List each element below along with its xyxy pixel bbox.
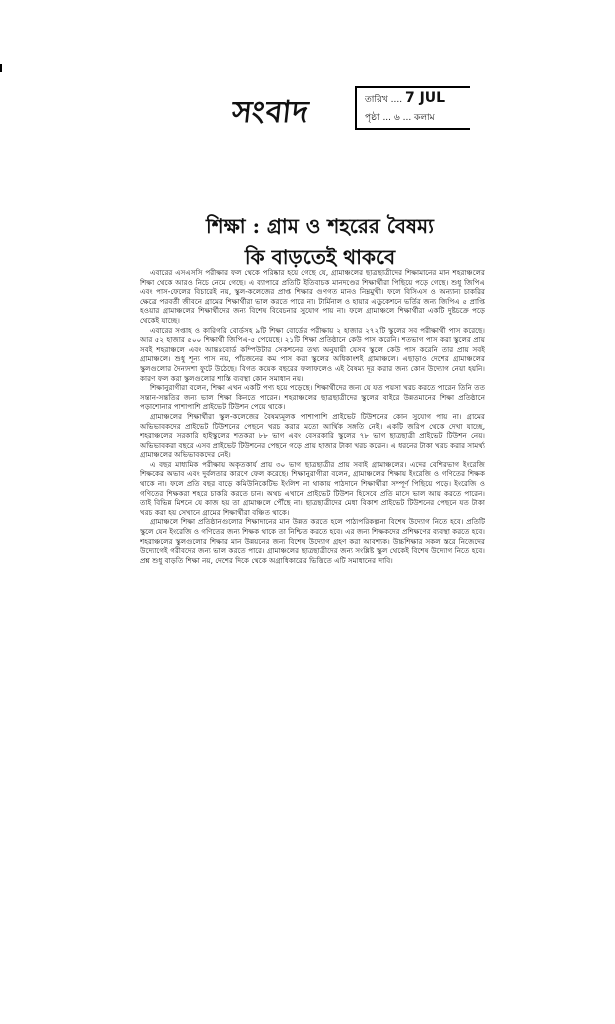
stamp-date-value: 7 JUL [404, 90, 446, 106]
article-paragraph: এবারের সপ্তাহ ও কারিগরি বোর্ডসহ ৯টি শিক্ষা বোর্ডের পরীক্ষায় ২ হাজার ২৭২টি স্কুলের সব পরীক্ষার্থী পাস করেছে। আর ৫২ হাজার ৫০০ শিক্ষার্থী জিপিএ-৫ পেয়েছে। ২১টি শিক্ষা প্রতিষ্ঠানে কেউ পাস করেনি। শতভাগ পাস করা স্কুলের প্রায় সবই শহরাঞ্চলে এবং আন্তঃবোর্ড কম্পিউটার সেকশনের তথ্য অনুযায়ী যেসব স্কুলে কেউ পাস করেনি তার প্রায় সবই গ্রামাঞ্চলে। শুধু শূন্য পাস নয়, পাঁচজনের কম পাস করা স্কুলের অধিকাংশই গ্রামাঞ্চলে। এছাড়াও দেশের গ্রামাঞ্চলের স্কুলগুলোর দৈন্যদশা ফুটে উঠেছে। বিগত কয়েক বছরের ফলাফলেও এই বৈষম্য দূর করার জন্য কোন উদ্যোগ নেয়া হয়নি। কারণ ফল করা স্কুলগুলোর শাস্তি ব্যবস্থা কোন সমাধান নয়। [140, 325, 485, 383]
article-paragraph: গ্রামাঞ্চলে শিক্ষা প্রতিষ্ঠানগুলোর শিক্ষাদানের মান উন্নত করতে হলে পাঠ্যপরিকল্পনা বিশেষ উদ্যোগ নিতে হবে। প্রতিটি স্কুলে যেন ইংরেজি ও গণিতের জন্য শিক্ষক থাকে তা নিশ্চিত করতে হবে। এর জন্য শিক্ষকদের প্রশিক্ষণের ব্যবস্থা করতে হবে। শহরাঞ্চলের স্কুলগুলোর শিক্ষার মান উন্নয়নের জন্য বিশেষ উদ্যোগ গ্রহণ করা আবশ্যক। উচ্চশিক্ষার সকল স্তরে নিজেদের উদ্যোগেই গরীবদের জন্য ভাল করতে পারে। গ্রামাঞ্চলের ছাত্রছাত্রীদের জন্য সংশ্লিষ্ট স্কুল থেকেই বিশেষ উদ্যোগ নিতে হবে। প্রশ্ন শুধু বাড়তি শিক্ষা নয়, দেশের দিকে থেকে অগ্রাধিকারের ভিত্তিতে এটি সমাধানের দাবি। [140, 517, 485, 565]
stamp-date-label: তারিখ .... [365, 95, 403, 105]
article-paragraph: এ বছর মাধ্যমিক পরীক্ষায় অকৃতকার্য প্রায় ৩০ ভাগ ছাত্রছাত্রীর প্রায় সবাই গ্রামাঞ্চলের। এদের বেশিরভাগ ইংরেজি শিক্ষকের অভাব এবং দুর্বলতার কারণে ফেল করেছে। শিক্ষানুরাগীরা বলেন, গ্রামাঞ্চলের শিক্ষায় ইংরেজি ও গণিতের শিক্ষক থাকে না। ফলে প্রতি বছর বাড়ে কমিউনিকেটিভ ইংলিশ না থাকায় পাঠদানে শিক্ষার্থীরা সম্পূর্ণ পিছিয়ে পড়ে। ইংরেজি ও গণিতের শিক্ষকরা শহরে চাকরি করতে চান। অথচ এখানে প্রাইভেট টিউশন হিসেবে প্রতি মাসে ভাল আয় করতে পারেন। তাই বিভিন্ন মিশনে যে কাজ হয় তা গ্রামাঞ্চলে পৌঁছে না। ছাত্রছাত্রীদের মেধা বিকাশ প্রাইভেট টিউশনের পেছনে যত টাকা খরচ করা হয় সেখানে গ্রামের শিক্ষার্থীরা বঞ্চিত থাকে। [140, 459, 485, 517]
article-paragraph: গ্রামাঞ্চলের শিক্ষার্থীরা স্কুল-কলেজের বৈষম্যমূলক পাশাপাশি প্রাইভেট টিউশনের কোন সুযোগ পায় না। গ্রামের অভিভাবকদের প্রাইভেট টিউশনের পেছনে খরচ করার মতো আর্থিক সঙ্গতি নেই। একটি জরিপ থেকে দেখা যাচ্ছে, শহরাঞ্চলের সরকারি হাইস্কুলের শতকরা ৮৮ ভাগ এবং বেসরকারি স্কুলের ৭৮ ভাগ ছাত্রছাত্রী প্রাইভেট টিউশন নেয়। অভিভাবকরা বছরে এসব প্রাইভেট টিউশনের পেছনে গড়ে প্রায় হাজার টাকা খরচ করেন। এ ধরনের টাকা খরচ করার সামর্থ্য গ্রামাঞ্চলের অভিভাবকদের নেই। [140, 411, 485, 460]
article-headline-line2: কি বাড়তেই থাকবে [244, 245, 396, 269]
stamp-page-label: পৃষ্ঠা ... ৬ ... কলাম [365, 113, 435, 123]
stamp-page-row [365, 108, 470, 128]
scan-edge-mark [0, 64, 2, 72]
clipping-date-stamp [355, 86, 470, 130]
newspaper-masthead-logo: সংবাদ [230, 95, 311, 130]
article-body [140, 268, 485, 738]
stamp-date-row [365, 88, 470, 108]
article-paragraph: এবারের এসএসসি পরীক্ষার ফল থেকে পরিষ্কার হয়ে গেছে যে, গ্রামাঞ্চলের ছাত্রছাত্রীদের শিক্ষামানের মান শহরাঞ্চলের শিক্ষা থেকে আরও নিচে নেমে গেছে। এ ব্যাপারে প্রতিটি ইতিবাচক মানদণ্ডের শিক্ষার্থীরা পিছিয়ে পড়ে গেছে। শুধু জিপিএ এবং পাস-ফেলের বিচারেই নয়, স্কুল-কলেজের প্রাপ্ত শিক্ষার গুণগত মানও নিম্নমুখী। ফলে বিসিএস ও অন্যান্য চাকরির ক্ষেত্রে পরবর্তী জীবনে গ্রামের শিক্ষার্থীরা ভাল করতে পারে না। টার্মিনাল ও হায়ার এডুকেশনে ভর্তির জন্য জিপিএ ৫ প্রাপ্তি হওয়ার গ্রামাঞ্চলের শিক্ষার্থীদের জন্য বিশেষ বিবেচনার সুযোগ পায় না। ফলে গ্রামাঞ্চলে শিক্ষার্থীরা একটি দুষ্টচক্রে পড়ে থেকেই যাচ্ছে। [140, 268, 485, 325]
article-headline-line1: শিক্ষা : গ্রাম ও শহরের বৈষম্য [206, 214, 434, 238]
article-paragraph: শিক্ষানুরাগীরা বলেন, শিক্ষা এখন একটি পণ্য হয়ে পড়েছে। শিক্ষার্থীদের জন্য যে যত পয়সা খরচ করতে পারেন তিনি তত সন্তান-সন্ততির জন্য ভাল শিক্ষা কিনতে পারেন। শহরাঞ্চলের ছাত্রছাত্রীদের স্কুলের বাইরে উন্নতমানের শিক্ষা প্রতিষ্ঠানে পড়াশোনার পাশাপাশি প্রাইভেট টিউশন পেয়ে থাকে। [140, 383, 485, 412]
